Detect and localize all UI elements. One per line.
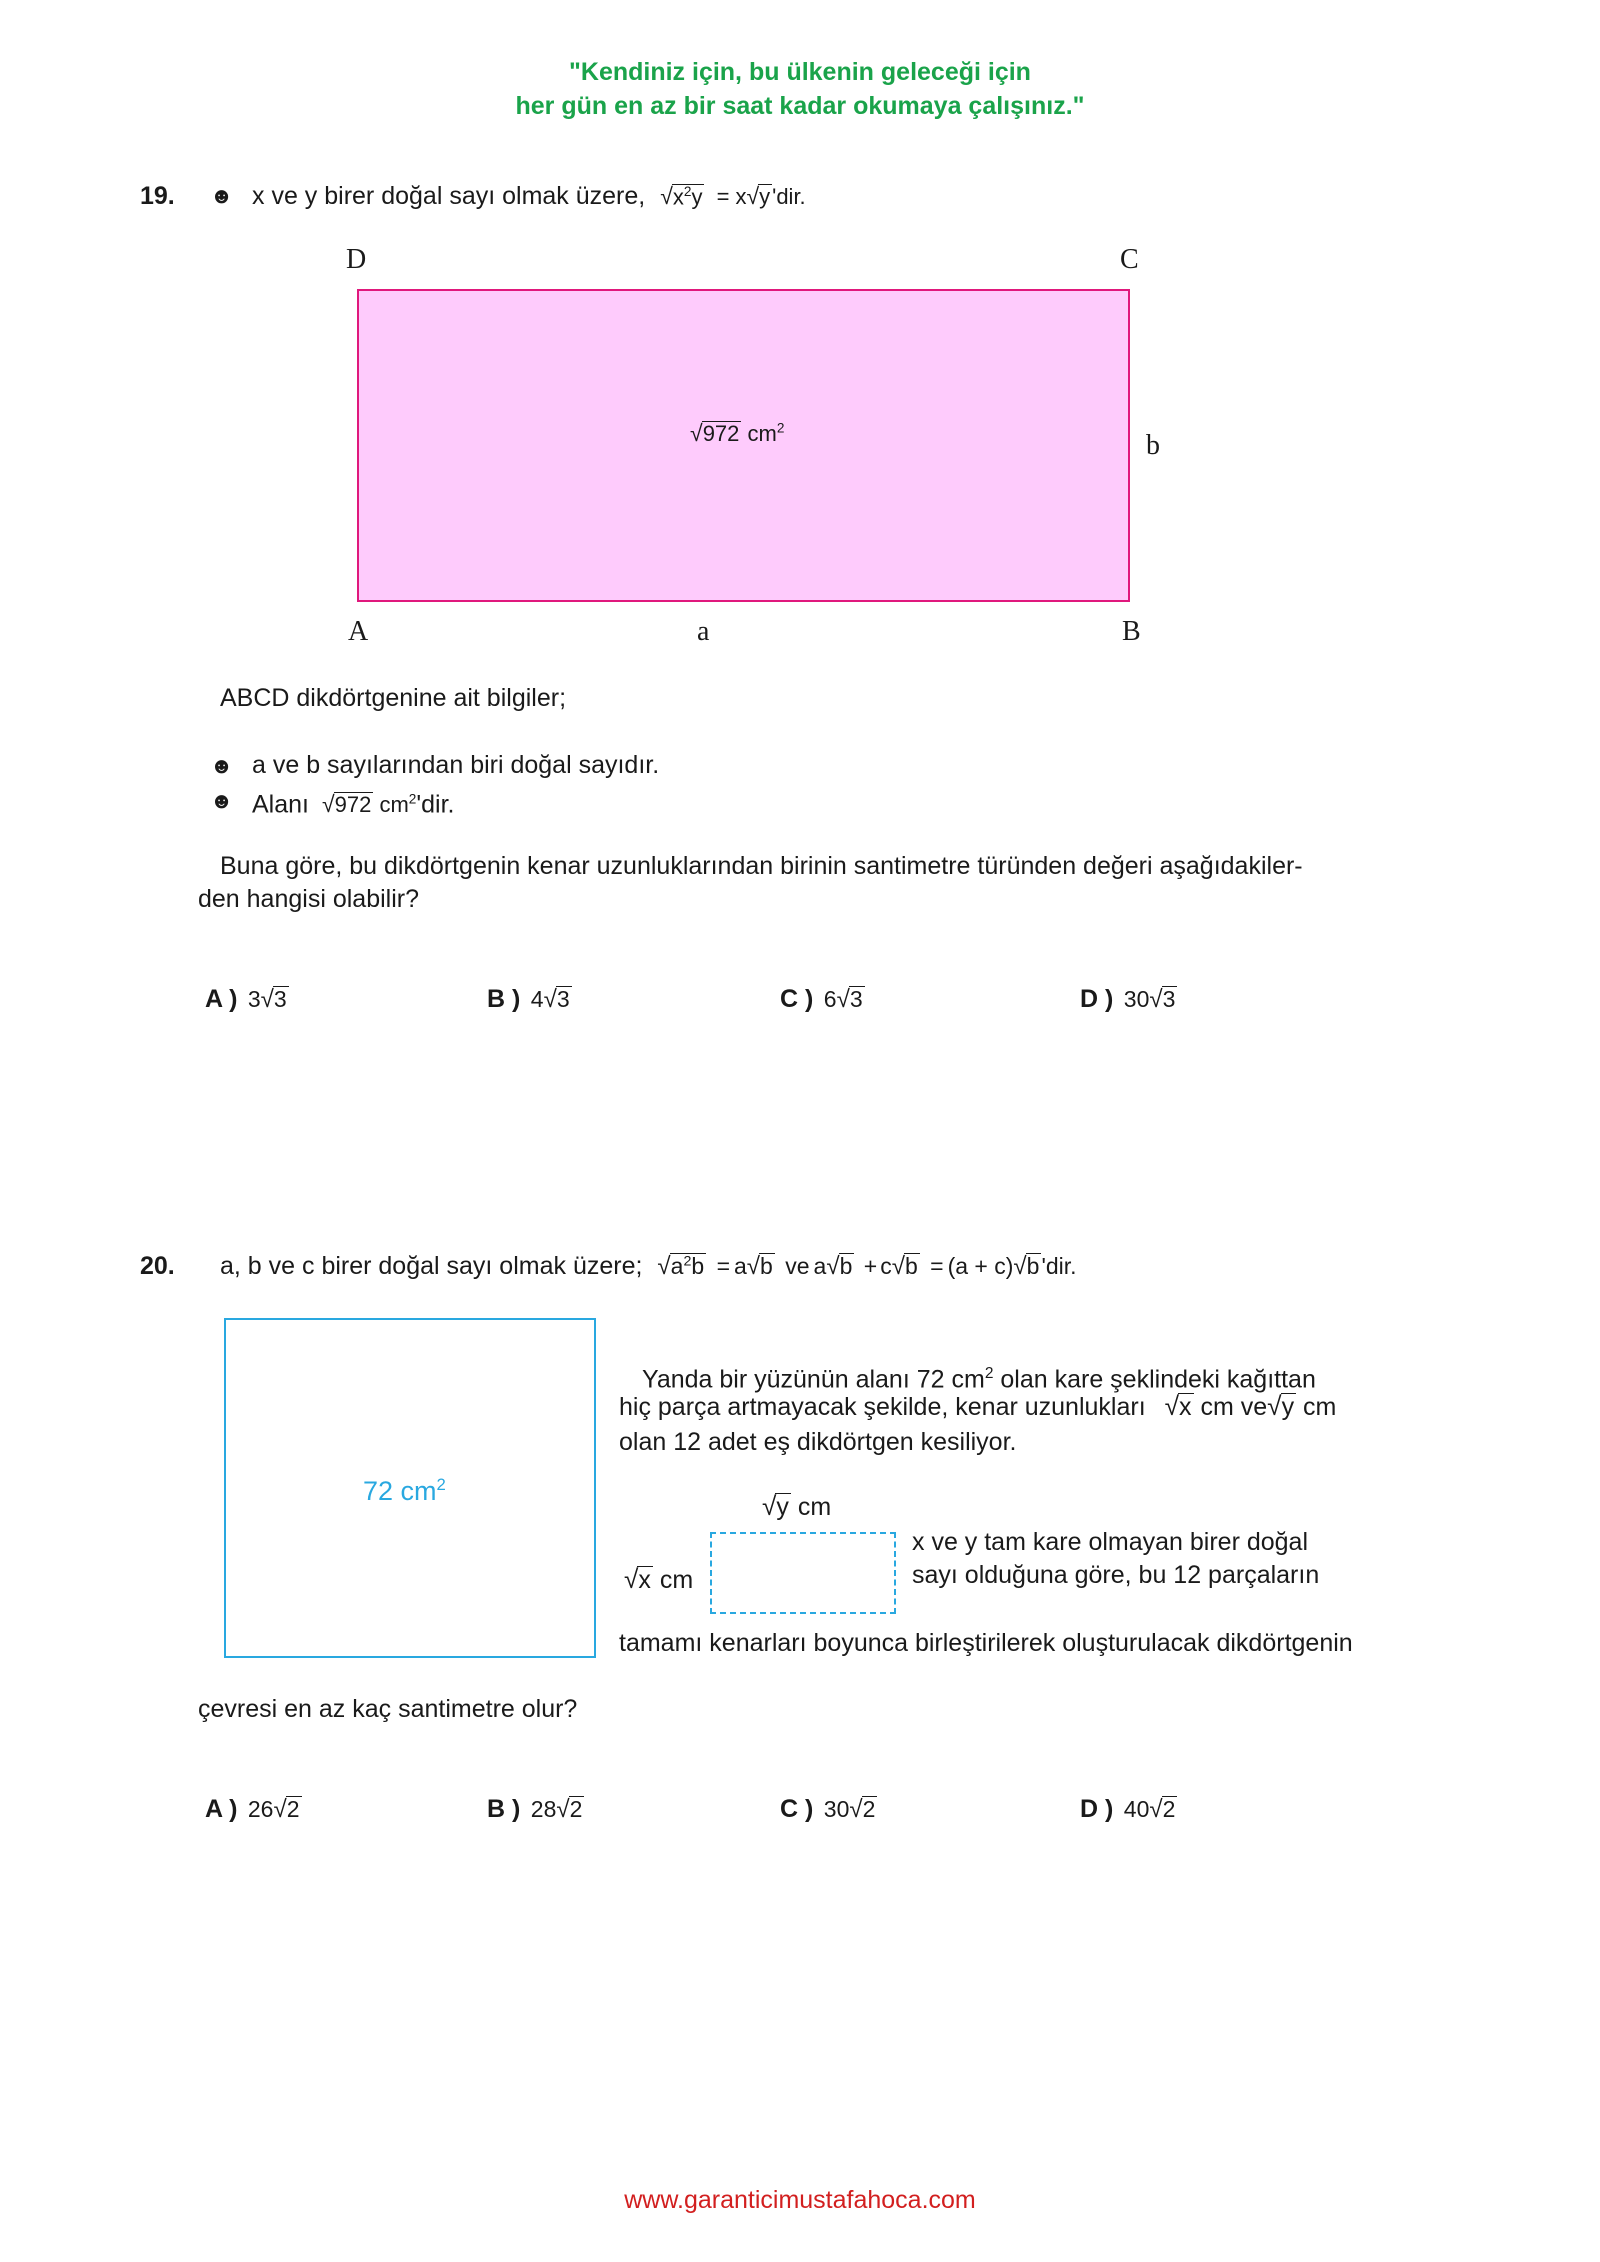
q20-option-b[interactable]: B ) 28√2: [487, 1795, 583, 1823]
q19-option-b[interactable]: B ) 4√3: [487, 985, 570, 1013]
info-bullet-1: a ve b sayılarından biri doğal sayıdır.: [252, 751, 660, 779]
vertex-label-d: D: [346, 244, 367, 275]
question-20-number: 20.: [140, 1252, 175, 1280]
small-dashed-rectangle: [710, 1532, 896, 1614]
smiley-bullet-icon: ☻: [210, 753, 234, 778]
q19-option-c[interactable]: C ) 6√3: [780, 985, 863, 1013]
description-line-2: hiç parça artmayacak şekilde, kenar uzunlukları √x cm ve√y cm: [619, 1391, 1337, 1421]
side-label-b: b: [1146, 430, 1160, 461]
q20-option-c[interactable]: C ) 30√2: [780, 1795, 876, 1823]
side-text-line-1: x ve y tam kare olmayan birer doğal: [912, 1528, 1309, 1556]
bottom-line-1: tamamı kenarları boyunca birleştirilerek oluşturulacak dikdörtgenin: [619, 1629, 1353, 1657]
question-19-line-1: Buna göre, bu dikdörtgenin kenar uzunluklarından birinin santimetre türünden değeri aşağıdakiler-: [220, 852, 1303, 880]
description-line-1: Yanda bir yüzünün alanı 72 $cm^2$ olan kare şeklindeki kağıttan: [642, 1365, 1316, 1394]
premise-text: a, b ve c birer doğal sayı olmak üzere;: [220, 1252, 643, 1280]
question-19-number: 19.: [140, 182, 175, 210]
question-20-premise: [220, 1250, 1077, 1283]
q19-option-d[interactable]: D ) 30√3: [1080, 985, 1176, 1013]
vertex-label-a: A: [348, 616, 369, 647]
side-text-line-2: sayı olduğuna göre, bu 12 parçaların: [912, 1561, 1320, 1589]
info-title: ABCD dikdörtgenine ait bilgiler;: [220, 684, 567, 712]
square-area-label: 72 $cm^2$: [363, 1475, 446, 1506]
q20-option-d[interactable]: D ) 40√2: [1080, 1795, 1176, 1823]
info-bullet-2: Alanı √972 $cm^2'dir$.: [252, 790, 455, 819]
small-rect-top-label: √y cm: [762, 1491, 832, 1521]
premise-formula: $√a^2b = a√b$ ve a√b + c√b = (a + c)√b'dir.: [657, 1253, 1077, 1280]
premise-text: x ve y birer doğal sayı olmak üzere,: [252, 182, 646, 210]
question-19-premise: [252, 180, 806, 213]
side-label-a: a: [697, 616, 710, 647]
q20-option-a[interactable]: A ) 26√2: [205, 1795, 300, 1823]
bottom-line-2: çevresi en az kaç santimetre olur?: [198, 1695, 578, 1723]
rectangle-area-label: √972 $cm^2$: [690, 420, 785, 446]
premise-formula: $√x^2y = x√y'dir$.: [660, 183, 806, 209]
description-line-3: olan 12 adet eş dikdörtgen kesiliyor.: [619, 1428, 1017, 1456]
motto-line-2: her gün en az bir saat kadar okumaya çalışınız.": [515, 92, 1085, 120]
vertex-label-c: C: [1120, 244, 1139, 275]
footer-url[interactable]: www.garanticimustafahoca.com: [624, 2186, 976, 2214]
question-19-line-2: den hangisi olabilir?: [198, 885, 419, 913]
smiley-bullet-icon: ☻: [210, 183, 234, 208]
smiley-bullet-icon: ☻: [210, 788, 234, 813]
small-rect-left-label: √x cm: [624, 1564, 694, 1594]
vertex-label-b: B: [1122, 616, 1141, 647]
q19-option-a[interactable]: A ) 3√3: [205, 985, 287, 1013]
motto-line-1: "Kendiniz için, bu ülkenin geleceği için: [569, 58, 1031, 86]
